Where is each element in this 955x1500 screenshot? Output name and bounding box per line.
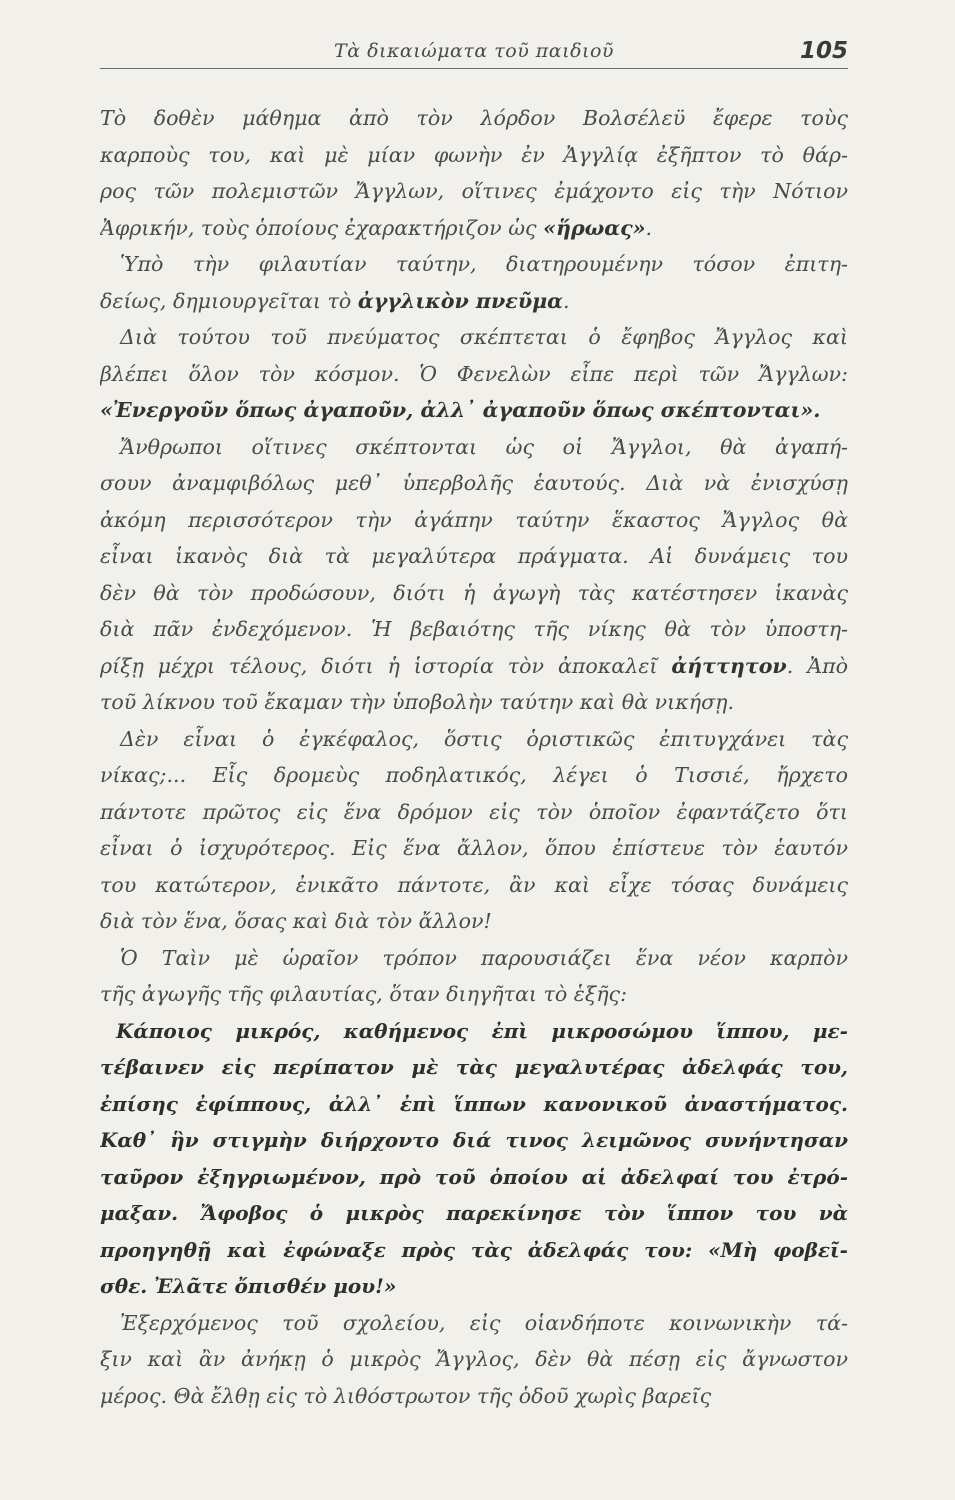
text-line — [100, 611, 848, 648]
text-segment: του κατώτερον, ἐνικᾶτο πάντοτε, ἂν καὶ εἶχε τόσας δυνάμεις — [100, 872, 848, 897]
text-segment: Ὁ Ταὶν μὲ ὡραῖον τρόπον παρουσιάζει ἕνα νέον καρπὸν — [120, 945, 848, 970]
text-segment: . Ἀπὸ — [786, 653, 848, 678]
body-text — [100, 100, 848, 1414]
text-segment: τῆς ἀγωγῆς τῆς φιλαυτίας, ὅταν διηγῆται τὸ ἑξῆς: — [100, 982, 628, 1006]
text-segment: ταῦρον ἐξηγριωμένον, πρὸ τοῦ ὁποίου αἱ ἀδελφαί του ἐτρό- — [100, 1164, 848, 1189]
text-line — [100, 210, 848, 247]
text-segment: τοῦ λίκνου τοῦ ἔκαμαν τὴν ὑποβολὴν ταύτην καὶ θὰ νικήσῃ. — [100, 690, 735, 714]
text-line — [100, 867, 848, 904]
text-line — [100, 976, 848, 1013]
bold-phrase: «ἥρωας» — [543, 215, 646, 240]
text-line — [100, 1341, 848, 1378]
text-line — [100, 1195, 848, 1232]
text-segment: σουν ἀναμφιβόλως μεθ᾽ ὑπερβολῆς ἑαυτούς. Διὰ νὰ ἐνισχύσῃ — [100, 471, 848, 495]
text-segment: Κάποιος μικρός, καθήμενος ἐπὶ μικροσώμου ἵππου, με- — [116, 1018, 848, 1043]
text-line — [100, 830, 848, 867]
bold-phrase: «Ἐνεργοῦν ὅπως ἀγαποῦν, ἀλλ᾽ ἀγαποῦν ὅπως σκέπτονται». — [100, 398, 821, 422]
text-segment: νίκας;... Εἷς δρομεὺς ποδηλατικός, λέγει ὁ Τισσιέ, ἤρχετο — [100, 763, 848, 787]
text-line — [100, 137, 848, 174]
text-segment: δείως, δημιουργεῖται τὸ — [100, 288, 358, 313]
text-line — [100, 173, 848, 210]
text-line — [100, 1159, 848, 1196]
text-line — [100, 356, 848, 393]
text-line — [100, 903, 848, 940]
text-segment: μέρος. Θὰ ἔλθῃ εἰς τὸ λιθόστρωτον τῆς ὁδοῦ χωρὶς βαρεῖς — [100, 1383, 712, 1408]
text-line — [100, 319, 848, 356]
text-line — [100, 1232, 848, 1269]
text-line — [100, 1049, 848, 1086]
page-number: 105 — [799, 38, 848, 64]
text-line — [100, 1305, 848, 1342]
text-segment: μαξαν. Ἄφοβος ὁ μικρὸς παρεκίνησε τὸν ἵππον του νὰ — [100, 1201, 848, 1225]
text-segment: ἐπίσης ἐφίππους, ἀλλ᾽ ἐπὶ ἵππων κανονικοῦ ἀναστήματος. — [100, 1091, 848, 1116]
text-line — [100, 429, 848, 466]
text-line — [100, 1013, 848, 1050]
text-line — [100, 721, 848, 758]
text-segment: δὲν θὰ τὸν προδώσουν, διότι ἡ ἀγωγὴ τὰς κατέστησεν ἱκανὰς — [100, 580, 848, 605]
text-line — [100, 1086, 848, 1123]
text-segment: ξιν καὶ ἂν ἀνήκῃ ὁ μικρὸς Ἄγγλος, δὲν θὰ πέσῃ εἰς ἄγνωστον — [100, 1347, 848, 1371]
text-segment: Διὰ τούτου τοῦ πνεύματος σκέπτεται ὁ ἔφηβος Ἄγγλος καὶ — [120, 325, 848, 349]
text-segment: πάντοτε πρῶτος εἰς ἕνα δρόμον εἰς τὸν ὁποῖον ἐφαντάζετο ὅτι — [100, 799, 848, 824]
text-line — [100, 940, 848, 977]
text-segment: διὰ τὸν ἕνα, ὅσας καὶ διὰ τὸν ἄλλον! — [100, 909, 492, 933]
text-segment: ρίξῃ μέχρι τέλους, διότι ἡ ἱστορία τὸν ἀποκαλεῖ — [100, 653, 672, 678]
text-line — [100, 502, 848, 539]
text-segment: Ὑπὸ τὴν φιλαυτίαν ταύτην, διατηρουμένην τόσον ἐπιτη- — [120, 252, 848, 276]
text-line — [100, 575, 848, 612]
text-segment: τέβαινεν εἰς περίπατον μὲ τὰς μεγαλυτέρας ἀδελφάς του, — [100, 1055, 848, 1079]
bold-phrase: ἀγγλικὸν πνεῦμα — [357, 288, 564, 313]
text-segment: Καθ᾽ ἣν στιγμὴν διήρχοντο διά τινος λειμῶνος συνήντησαν — [100, 1128, 848, 1152]
text-line — [100, 794, 848, 831]
text-line — [100, 246, 848, 283]
text-segment: προηγηθῇ καὶ ἐφώναξε πρὸς τὰς ἀδελφάς του: «Μὴ φοβεῖ- — [100, 1237, 848, 1262]
text-line — [100, 465, 848, 502]
text-line — [100, 1268, 848, 1305]
text-segment: εἶναι ἱκανὸς διὰ τὰ μεγαλύτερα πράγματα. Αἱ δυνάμεις του — [100, 544, 848, 568]
text-segment: . — [645, 215, 653, 240]
text-segment: καρποὺς του, καὶ μὲ μίαν φωνὴν ἐν Ἀγγλίᾳ ἐξῆπτον τὸ θάρ- — [100, 142, 848, 167]
text-segment: ρος τῶν πολεμιστῶν Ἄγγλων, οἵτινες ἐμάχοντο εἰς τὴν Νότιον — [100, 179, 848, 203]
bold-phrase: ἀήττητον — [671, 653, 787, 678]
page-header — [100, 28, 848, 72]
text-line — [100, 538, 848, 575]
running-title: Τὰ δικαιώματα τοῦ παιδιοῦ — [334, 40, 614, 62]
text-segment: βλέπει ὅλον τὸν κόσμον. Ὁ Φενελὼν εἶπε περὶ τῶν Ἄγγλων: — [100, 361, 848, 386]
text-line — [100, 100, 848, 137]
text-segment: Δὲν εἶναι ὁ ἐγκέφαλος, ὅστις ὁριστικῶς ἐπιτυγχάνει τὰς — [120, 726, 848, 751]
text-segment: Ἀφρικήν, τοὺς ὁποίους ἐχαρακτήριζον ὡς — [100, 215, 544, 240]
text-line — [100, 1122, 848, 1159]
text-segment: εἶναι ὁ ἰσχυρότερος. Εἰς ἕνα ἄλλον, ὅπου ἐπίστευε τὸν ἑαυτόν — [100, 836, 848, 860]
text-segment: διὰ πᾶν ἐνδεχόμενον. Ἡ βεβαιότης τῆς νίκης θὰ τὸν ὑποστη- — [100, 617, 848, 641]
text-line — [100, 757, 848, 794]
text-line — [100, 648, 848, 685]
text-line — [100, 684, 848, 721]
text-segment: Ἐξερχόμενος τοῦ σχολείου, εἰς οἱανδήποτε κοινωνικὴν τά- — [120, 1310, 848, 1335]
header-rule — [100, 68, 848, 69]
text-segment: Τὸ δοθὲν μάθημα ἀπὸ τὸν λόρδον Βολσέλεϋ ἔφερε τοὺς — [100, 106, 848, 130]
text-segment: ἀκόμη περισσότερον τὴν ἀγάπην ταύτην ἕκαστος Ἄγγλος θὰ — [100, 507, 848, 532]
text-segment: Ἄνθρωποι οἵτινες σκέπτονται ὡς οἱ Ἄγγλοι, θὰ ἀγαπή- — [120, 434, 848, 459]
text-segment: . — [563, 288, 570, 313]
text-line — [100, 283, 848, 320]
text-line — [100, 1378, 848, 1415]
text-line — [100, 392, 848, 429]
text-segment: σθε. Ἐλᾶτε ὄπισθέν μου!» — [100, 1274, 397, 1298]
